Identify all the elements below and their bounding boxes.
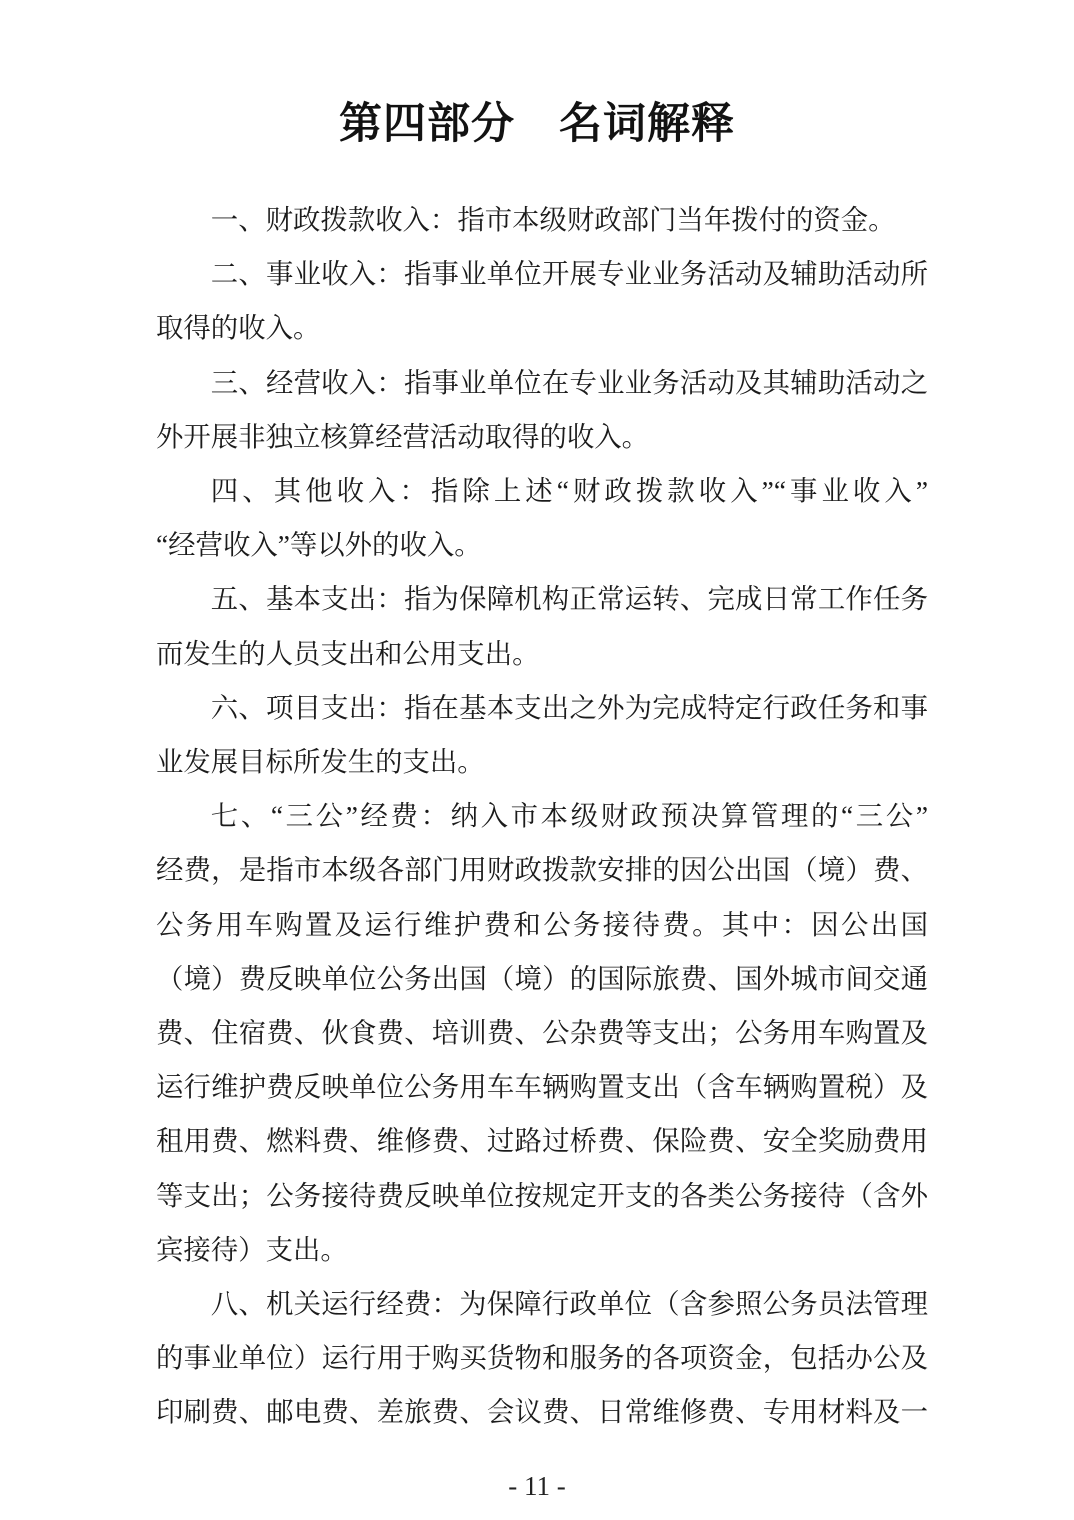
- text-line: 三、经营收入：指事业单位在专业业务活动及其辅助活动之: [210, 367, 928, 398]
- paragraph: [156, 356, 928, 464]
- text-line: 公务用车购置及运行维护费和公务接待费。其中：因公出国: [156, 909, 928, 940]
- text-line: 八、机关运行经费：为保障行政单位（含参照公务员法管理: [210, 1289, 928, 1320]
- text-line: 取得的收入。: [156, 313, 321, 344]
- text-line: “经营收入”等以外的收入。: [156, 530, 482, 561]
- text-line: 等支出；公务接待费反映单位按规定开支的各类公务接待（含外: [156, 1180, 928, 1211]
- text-line: 经费，是指市本级各部门用财政拨款安排的因公出国（境）费、: [156, 855, 928, 886]
- text-line: 二、事业收入：指事业单位开展专业业务活动及辅助活动所: [210, 259, 928, 290]
- paragraph: [156, 681, 928, 789]
- text-line: 宾接待）支出。: [156, 1234, 348, 1265]
- text-line: 五、基本支出：指为保障机构正常运转、完成日常工作任务: [210, 584, 928, 615]
- text-line: 外开展非独立核算经营活动取得的收入。: [156, 421, 650, 452]
- text-line: 六、项目支出：指在基本支出之外为完成特定行政任务和事: [210, 692, 928, 723]
- text-line: 费、住宿费、伙食费、培训费、公杂费等支出；公务用车购置及: [156, 1018, 928, 1049]
- page-title: 第四部分 名词解释: [339, 100, 735, 148]
- text-line: 运行维护费反映单位公务用车车辆购置支出（含车辆购置税）及: [156, 1072, 928, 1103]
- paragraph: [156, 193, 928, 247]
- paragraph: [156, 572, 928, 680]
- text-line: 业发展目标所发生的支出。: [156, 747, 485, 778]
- text-line: （境）费反映单位公务出国（境）的国际旅费、国外城市间交通: [156, 963, 928, 994]
- paragraph: [156, 464, 928, 572]
- paragraph: [156, 1277, 928, 1440]
- text-line: 一、财政拨款收入：指市本级财政部门当年拨付的资金。: [210, 205, 896, 235]
- text-line: 而发生的人员支出和公用支出。: [156, 638, 540, 669]
- page-number: - 11 -: [508, 1471, 566, 1501]
- document-body: [156, 193, 928, 1440]
- paragraph: [156, 789, 928, 1277]
- text-line: 的事业单位）运行用于购买货物和服务的各项资金，包括办公及: [156, 1343, 928, 1374]
- text-line: 四、其他收入：指除上述“财政拨款收入”“事业收入”: [210, 476, 928, 507]
- text-line: 印刷费、邮电费、差旅费、会议费、日常维修费、专用材料及一: [156, 1397, 928, 1428]
- paragraph: [156, 247, 928, 355]
- text-line: 租用费、燃料费、维修费、过路过桥费、保险费、安全奖励费用: [156, 1126, 928, 1157]
- text-line: 七、“三公”经费：纳入市本级财政预决算管理的“三公”: [210, 801, 928, 832]
